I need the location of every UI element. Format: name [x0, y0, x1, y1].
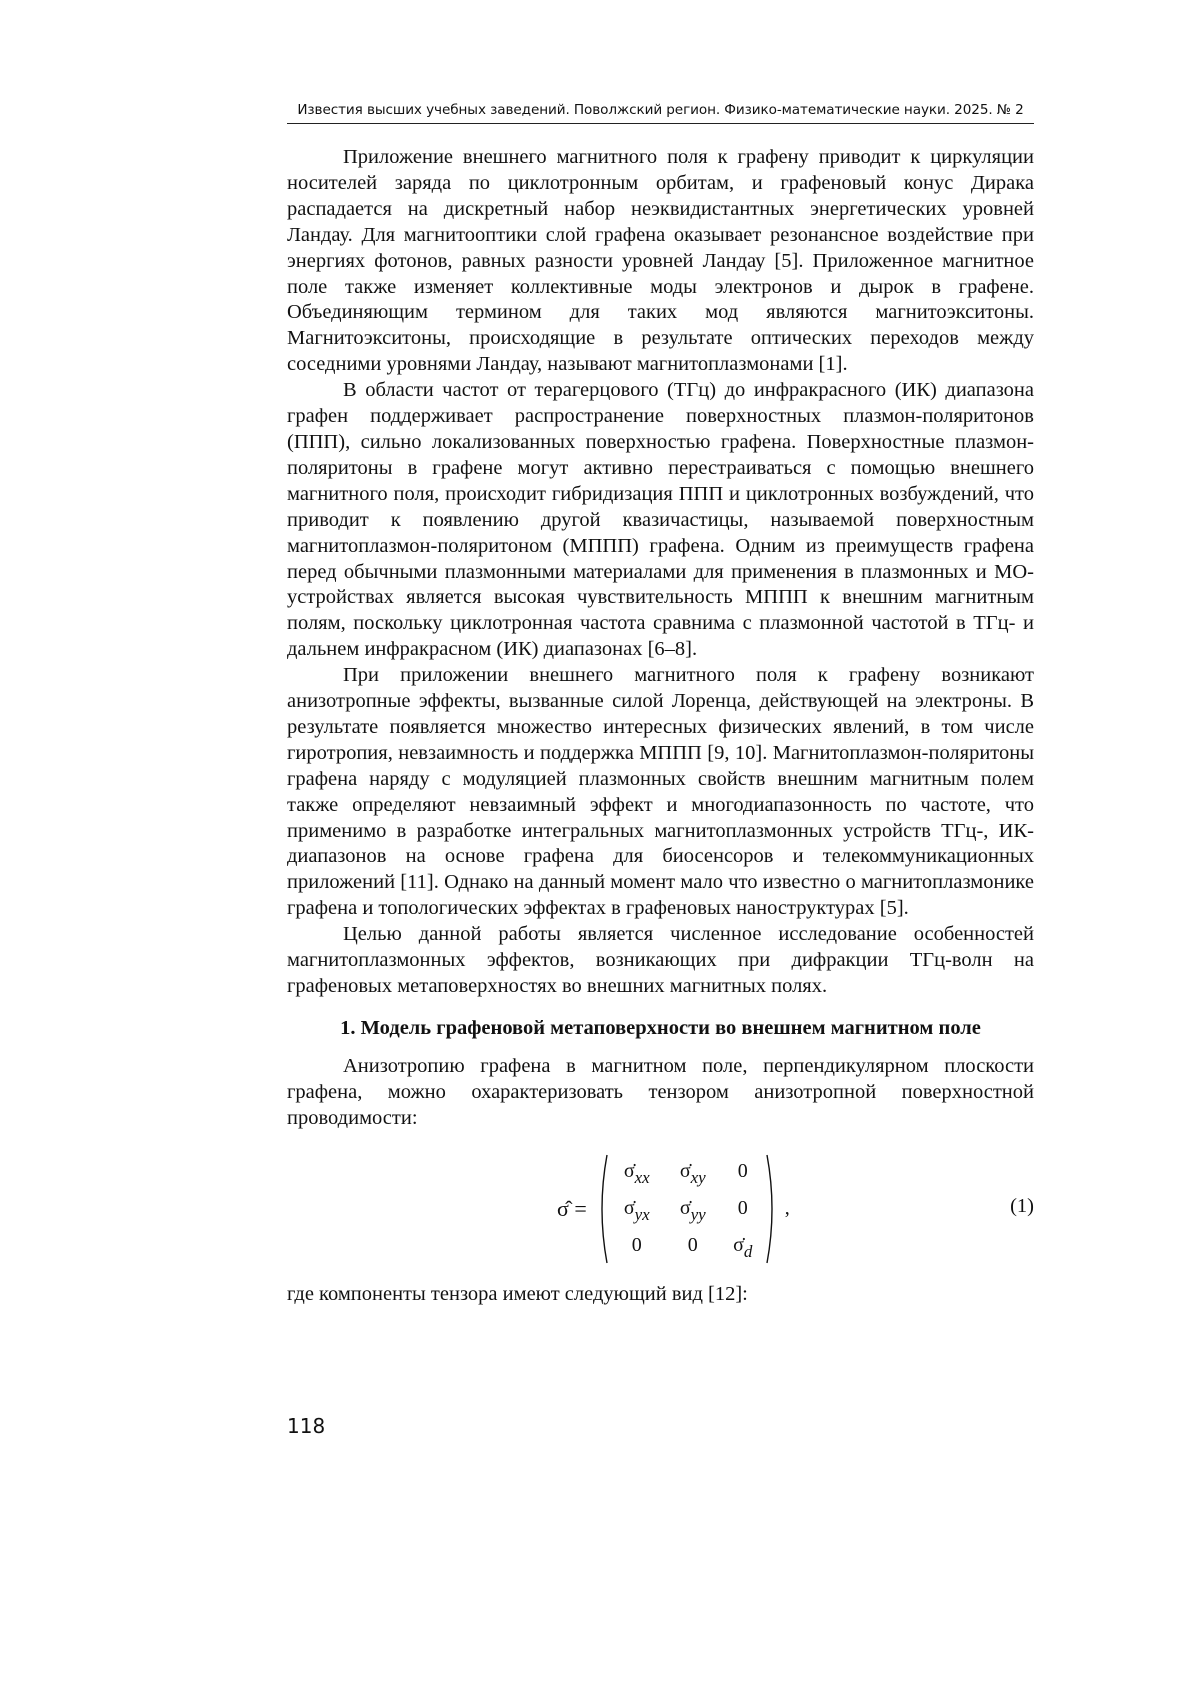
matrix-cells: [609, 1153, 765, 1264]
paragraph-4: Целью данной работы является численное исследование особенностей магнитоплазмонных эффектов, возникающих при дифракции ТГц-волн на графеновых метаповерхностях во внешних магнитных полях.: [287, 923, 1034, 997]
left-parenthesis-icon: [595, 1153, 609, 1265]
cell-zx: 0: [631, 1233, 642, 1256]
paragraph-3: При приложении внешнего магнитного поля к графену возникают анизотропные эффекты, вызванные силой Лоренца, действующей на электроны. В результате появляется множество интересных физических явлений, в том числе гиротропия, невзаимность и поддержка МППП [9, 10]. Магнитоплазмон-поляритоны графена наряду с модуляцией плазмонных свойств внешним магнитным полем также определяют невзаимный эффект и многодиапазонность по частоте, что применимо в разработке интегральных магнитоплазмонных устройств ТГц-, ИК-диапазонов на основе графена для биосенсоров и телекоммуникационных приложений [11]. Однако на данный момент мало что известно о магнитоплазмонике графена и топологических эффектах в графеновых наноструктурах [5].: [287, 664, 1034, 920]
cell-yx: $\sigmȧ_{yx}$: [623, 1196, 650, 1224]
formula-comma: ,: [784, 1196, 790, 1219]
cell-xy: $\sigmȧ_{xy}$: [679, 1159, 706, 1187]
cell-zy: 0: [687, 1233, 698, 1256]
page-number: 118: [287, 1414, 326, 1438]
conductivity-tensor-formula: [557, 1150, 790, 1268]
right-parenthesis-icon: [765, 1153, 779, 1265]
paragraph-1: Приложение внешнего магнитного поля к графену приводит к циркуляции носителей заряда по циклотронным орбитам, и графеновый конус Дирака распадается на дискретный набор неэквидистантных энергетических уровней Ландау. Для магнитооптики слой графена оказывает резонансное воздействие при энергиях фотонов, равных разности уровней Ландау [5]. Приложенное магнитное поле также изменяет коллективные моды электронов и дырок в графене. Объединяющим термином для таких мод являются магнитоэкситоны. Магнитоэкситоны, происходящие в результате оптических переходов между соседними уровнями Ландау, называют магнитоплазмонами [1].: [287, 146, 1034, 376]
cell-yz: 0: [737, 1196, 748, 1219]
article-body: [287, 145, 1034, 1307]
section-heading: 1. Модель графеновой метаповерхности во внешнем магнитном поле: [340, 1016, 981, 1039]
matrix: [595, 1153, 790, 1265]
cell-yy: $\sigmȧ_{yy}$: [679, 1196, 706, 1224]
equation-number: (1): [1010, 1194, 1034, 1217]
equation-1: [287, 1150, 1034, 1268]
running-header: Известия высших учебных заведений. Поволжский регион. Физико-математические науки. 2025. № 2: [287, 102, 1034, 124]
cell-d: $\sigmȧ_d$: [733, 1233, 753, 1261]
cell-xx: $\sigmȧ_{xx}$: [623, 1159, 650, 1187]
paragraph-2: В области частот от терагерцового (ТГц) до инфракрасного (ИК) диапазона графен поддерживает распространение поверхностных плазмон-поляритонов (ППП), сильно локализованных поверхностью графена. Поверхностные плазмон-поляритоны в графене могут активно перестраиваться с помощью внешнего магнитного поля, происходит гибридизация ППП и циклотронных возбуждений, что приводит к появлению другой квазичастицы, называемой поверхностным магнитоплазмон-поляритоном (МППП) графена. Одним из преимуществ графена перед обычными плазмонными материалами для применения в плазмонных и МО-устройствах является высокая чувствительность МППП к внешним магнитным полям, поскольку циклотронная частота сравнима с плазмонной частотой в ТГц- и дальнем инфракрасном (ИК) диапазонах [6–8].: [287, 379, 1034, 661]
after-formula-text: где компоненты тензора имеют следующий вид [12]:: [287, 1282, 748, 1305]
tensor-symbol: σ̂ =: [557, 1195, 587, 1221]
cell-xz: 0: [737, 1159, 748, 1182]
section-paragraph: Анизотропию графена в магнитном поле, перпендикулярном плоскости графена, можно охарактеризовать тензором анизотропной поверхностной проводимости:: [287, 1054, 1034, 1129]
